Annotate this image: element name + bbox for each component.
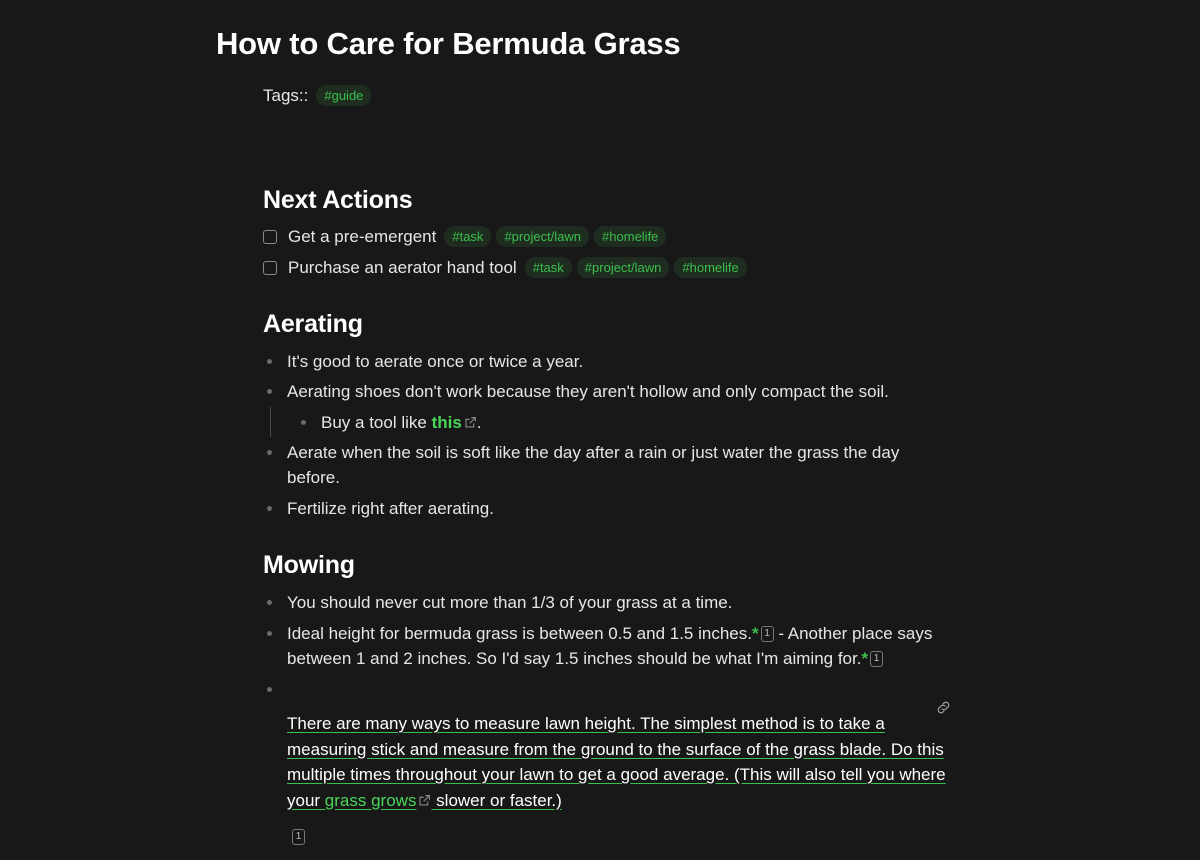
external-link[interactable]: this (431, 413, 462, 432)
bullet-icon (267, 359, 272, 364)
external-link-icon (464, 416, 477, 429)
task-item (263, 226, 666, 247)
list-item: You should never cut more than 1/3 of your grass at a time. (263, 590, 943, 615)
task-checkbox[interactable] (263, 230, 277, 244)
list-item: Fertilize right after aerating. (263, 496, 943, 521)
page-title: How to Care for Bermuda Grass (216, 26, 681, 61)
bullet-icon (267, 631, 272, 636)
highlighted-quote: There are many ways to measure lawn height. The simplest method is to take a measuring stick and measure from the ground to the surface of the grass blade. Do this multiple times throughout your lawn to get a good average. (This will also tell you where your grass grows slower or faster.) (287, 714, 946, 810)
tags-label: Tags:: (263, 85, 309, 105)
heading-mowing: Mowing (263, 551, 355, 579)
tag-project-lawn[interactable]: #project/lawn (577, 257, 670, 278)
indent-guide (270, 407, 271, 437)
external-link-icon (418, 794, 431, 807)
heading-aerating: Aerating (263, 310, 363, 338)
list-item: Aerate when the soil is soft like the day after a rain or just water the grass the day before. (263, 440, 923, 490)
bullet-icon (301, 420, 306, 425)
tag-homelife[interactable]: #homelife (674, 257, 746, 278)
list-item: It's good to aerate once or twice a year. (263, 349, 943, 374)
tag-task[interactable]: #task (525, 257, 572, 278)
footnote-marker[interactable]: * (751, 624, 759, 643)
bullet-icon (267, 506, 272, 511)
tags-property (263, 85, 371, 106)
list-item-nested: Buy a tool like this . (297, 410, 482, 435)
footnote-marker[interactable]: * (861, 649, 869, 668)
task-text: Purchase an aerator hand tool (288, 257, 517, 277)
footnote-ref[interactable]: 1 (870, 651, 883, 667)
tag-task[interactable]: #task (444, 226, 491, 247)
task-checkbox[interactable] (263, 261, 277, 275)
bullet-icon (267, 687, 272, 692)
list-item: Aerating shoes don't work because they aren't hollow and only compact the soil. (263, 379, 943, 404)
tag-project-lawn[interactable]: #project/lawn (496, 226, 589, 247)
task-item (263, 257, 747, 278)
footnote-ref[interactable]: 1 (292, 829, 305, 845)
task-text: Get a pre-emergent (288, 226, 437, 246)
footnote-ref[interactable]: 1 (761, 626, 774, 642)
tag-homelife[interactable]: #homelife (594, 226, 666, 247)
heading-next-actions: Next Actions (263, 186, 413, 214)
external-link[interactable]: grass grows (324, 790, 417, 810)
bullet-icon (267, 389, 272, 394)
tag-guide[interactable]: #guide (316, 85, 371, 106)
bullet-icon (267, 600, 272, 605)
bullet-icon (267, 450, 272, 455)
list-item: Ideal height for bermuda grass is between 0.5 and 1.5 inches.* 1 - Another place says between 1 and 2 inches. So I'd say 1.5 inches should be what I'm aiming for.* 1 (263, 621, 953, 671)
